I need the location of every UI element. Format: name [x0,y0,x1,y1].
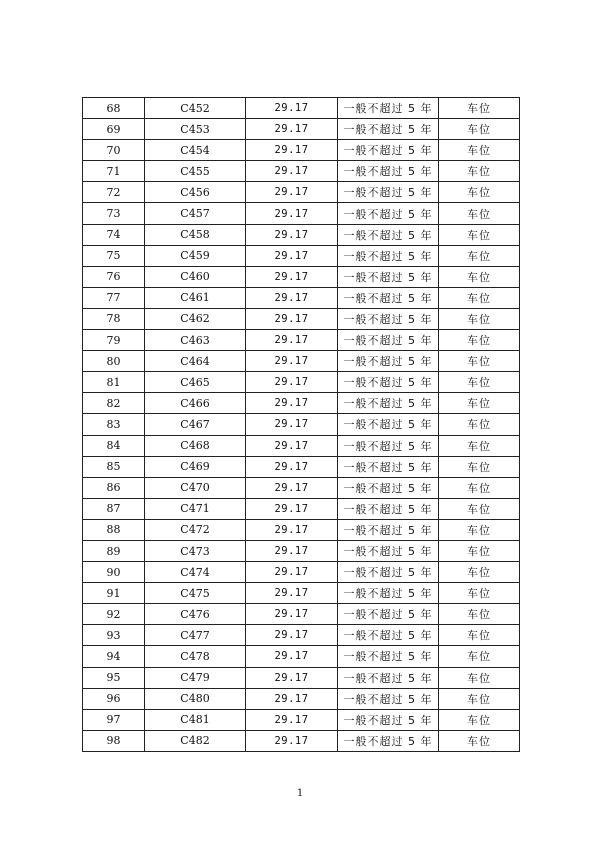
space-code-cell: C465 [145,372,246,393]
table-row [83,245,520,266]
row-number-cell: 82 [83,393,145,414]
row-number-cell: 93 [83,625,145,646]
space-code-cell: C473 [145,540,246,561]
lease-term-cell: 一般不超过 5 年 [338,245,439,266]
lease-term-cell: 一般不超过 5 年 [338,140,439,161]
area-cell: 29.17 [246,414,338,435]
lease-term-cell: 一般不超过 5 年 [338,203,439,224]
table-row [83,372,520,393]
lease-term-cell: 一般不超过 5 年 [338,540,439,561]
lease-term-cell: 一般不超过 5 年 [338,646,439,667]
row-number-cell: 78 [83,308,145,329]
space-code-cell: C457 [145,203,246,224]
space-code-cell: C469 [145,456,246,477]
row-number-cell: 73 [83,203,145,224]
lease-term-cell: 一般不超过 5 年 [338,287,439,308]
space-type-cell: 车位 [439,730,520,751]
lease-term-cell: 一般不超过 5 年 [338,667,439,688]
area-cell: 29.17 [246,308,338,329]
table-row [83,351,520,372]
space-code-cell: C454 [145,140,246,161]
space-type-cell: 车位 [439,583,520,604]
table-row [83,709,520,730]
space-type-cell: 车位 [439,709,520,730]
space-code-cell: C482 [145,730,246,751]
area-cell: 29.17 [246,540,338,561]
space-code-cell: C453 [145,119,246,140]
table-row [83,477,520,498]
area-cell: 29.17 [246,140,338,161]
table-row [83,203,520,224]
area-cell: 29.17 [246,182,338,203]
table-row [83,393,520,414]
lease-term-cell: 一般不超过 5 年 [338,161,439,182]
space-code-cell: C476 [145,604,246,625]
area-cell: 29.17 [246,730,338,751]
area-cell: 29.17 [246,266,338,287]
table-row [83,730,520,751]
space-code-cell: C458 [145,224,246,245]
space-type-cell: 车位 [439,562,520,583]
area-cell: 29.17 [246,203,338,224]
area-cell: 29.17 [246,161,338,182]
row-number-cell: 84 [83,435,145,456]
space-code-cell: C467 [145,414,246,435]
row-number-cell: 83 [83,414,145,435]
lease-term-cell: 一般不超过 5 年 [338,372,439,393]
space-code-cell: C455 [145,161,246,182]
lease-term-cell: 一般不超过 5 年 [338,583,439,604]
lease-term-cell: 一般不超过 5 年 [338,730,439,751]
lease-term-cell: 一般不超过 5 年 [338,182,439,203]
page-number: 1 [296,788,304,799]
row-number-cell: 95 [83,667,145,688]
table-row [83,667,520,688]
lease-term-cell: 一般不超过 5 年 [338,709,439,730]
table-row [83,435,520,456]
table-row [83,182,520,203]
space-type-cell: 车位 [439,414,520,435]
table-row [83,119,520,140]
row-number-cell: 75 [83,245,145,266]
lease-term-cell: 一般不超过 5 年 [338,456,439,477]
row-number-cell: 86 [83,477,145,498]
space-code-cell: C475 [145,583,246,604]
space-code-cell: C478 [145,646,246,667]
space-type-cell: 车位 [439,456,520,477]
table-row [83,646,520,667]
table-row [83,287,520,308]
row-number-cell: 72 [83,182,145,203]
lease-term-cell: 一般不超过 5 年 [338,351,439,372]
space-type-cell: 车位 [439,182,520,203]
space-code-cell: C452 [145,98,246,119]
table-row [83,625,520,646]
space-code-cell: C480 [145,688,246,709]
area-cell: 29.17 [246,330,338,351]
space-type-cell: 车位 [439,266,520,287]
row-number-cell: 69 [83,119,145,140]
space-type-cell: 车位 [439,435,520,456]
lease-term-cell: 一般不超过 5 年 [338,562,439,583]
space-type-cell: 车位 [439,540,520,561]
row-number-cell: 98 [83,730,145,751]
row-number-cell: 85 [83,456,145,477]
space-code-cell: C456 [145,182,246,203]
space-type-cell: 车位 [439,287,520,308]
table-row [83,330,520,351]
table-row [83,562,520,583]
space-code-cell: C481 [145,709,246,730]
lease-term-cell: 一般不超过 5 年 [338,604,439,625]
table-row [83,519,520,540]
space-code-cell: C462 [145,308,246,329]
area-cell: 29.17 [246,625,338,646]
area-cell: 29.17 [246,519,338,540]
table-row [83,456,520,477]
row-number-cell: 80 [83,351,145,372]
space-code-cell: C474 [145,562,246,583]
space-code-cell: C471 [145,498,246,519]
area-cell: 29.17 [246,604,338,625]
space-type-cell: 车位 [439,224,520,245]
row-number-cell: 81 [83,372,145,393]
table-row [83,224,520,245]
space-type-cell: 车位 [439,393,520,414]
area-cell: 29.17 [246,709,338,730]
area-cell: 29.17 [246,646,338,667]
area-cell: 29.17 [246,477,338,498]
area-cell: 29.17 [246,562,338,583]
lease-term-cell: 一般不超过 5 年 [338,498,439,519]
space-code-cell: C464 [145,351,246,372]
space-type-cell: 车位 [439,646,520,667]
space-code-cell: C460 [145,266,246,287]
row-number-cell: 91 [83,583,145,604]
lease-term-cell: 一般不超过 5 年 [338,414,439,435]
lease-term-cell: 一般不超过 5 年 [338,477,439,498]
table-row [83,583,520,604]
space-code-cell: C472 [145,519,246,540]
row-number-cell: 77 [83,287,145,308]
space-code-cell: C468 [145,435,246,456]
area-cell: 29.17 [246,688,338,709]
lease-term-cell: 一般不超过 5 年 [338,98,439,119]
lease-term-cell: 一般不超过 5 年 [338,308,439,329]
row-number-cell: 70 [83,140,145,161]
row-number-cell: 68 [83,98,145,119]
space-type-cell: 车位 [439,98,520,119]
parking-space-table [82,97,520,752]
space-type-cell: 车位 [439,245,520,266]
table-row [83,98,520,119]
space-code-cell: C466 [145,393,246,414]
row-number-cell: 87 [83,498,145,519]
lease-term-cell: 一般不超过 5 年 [338,119,439,140]
table-row [83,498,520,519]
table-row [83,266,520,287]
area-cell: 29.17 [246,224,338,245]
row-number-cell: 89 [83,540,145,561]
space-type-cell: 车位 [439,477,520,498]
area-cell: 29.17 [246,245,338,266]
lease-term-cell: 一般不超过 5 年 [338,688,439,709]
lease-term-cell: 一般不超过 5 年 [338,435,439,456]
space-type-cell: 车位 [439,519,520,540]
table-row [83,140,520,161]
table-body [83,98,520,752]
row-number-cell: 71 [83,161,145,182]
table-row [83,161,520,182]
space-code-cell: C479 [145,667,246,688]
lease-term-cell: 一般不超过 5 年 [338,393,439,414]
row-number-cell: 94 [83,646,145,667]
space-type-cell: 车位 [439,625,520,646]
space-code-cell: C459 [145,245,246,266]
table-row [83,414,520,435]
space-type-cell: 车位 [439,140,520,161]
area-cell: 29.17 [246,372,338,393]
area-cell: 29.17 [246,98,338,119]
table-row [83,604,520,625]
lease-term-cell: 一般不超过 5 年 [338,266,439,287]
space-type-cell: 车位 [439,667,520,688]
space-type-cell: 车位 [439,604,520,625]
lease-term-cell: 一般不超过 5 年 [338,330,439,351]
area-cell: 29.17 [246,351,338,372]
area-cell: 29.17 [246,393,338,414]
row-number-cell: 92 [83,604,145,625]
space-type-cell: 车位 [439,351,520,372]
row-number-cell: 88 [83,519,145,540]
row-number-cell: 76 [83,266,145,287]
space-type-cell: 车位 [439,330,520,351]
space-type-cell: 车位 [439,161,520,182]
space-type-cell: 车位 [439,203,520,224]
table-row [83,688,520,709]
space-type-cell: 车位 [439,688,520,709]
lease-term-cell: 一般不超过 5 年 [338,224,439,245]
space-type-cell: 车位 [439,308,520,329]
area-cell: 29.17 [246,456,338,477]
table-row [83,540,520,561]
area-cell: 29.17 [246,435,338,456]
space-code-cell: C470 [145,477,246,498]
space-type-cell: 车位 [439,372,520,393]
row-number-cell: 79 [83,330,145,351]
lease-term-cell: 一般不超过 5 年 [338,519,439,540]
area-cell: 29.17 [246,498,338,519]
row-number-cell: 97 [83,709,145,730]
area-cell: 29.17 [246,287,338,308]
space-code-cell: C463 [145,330,246,351]
space-code-cell: C477 [145,625,246,646]
row-number-cell: 90 [83,562,145,583]
area-cell: 29.17 [246,583,338,604]
area-cell: 29.17 [246,119,338,140]
area-cell: 29.17 [246,667,338,688]
space-type-cell: 车位 [439,498,520,519]
table-row [83,308,520,329]
space-type-cell: 车位 [439,119,520,140]
space-code-cell: C461 [145,287,246,308]
row-number-cell: 74 [83,224,145,245]
lease-term-cell: 一般不超过 5 年 [338,625,439,646]
row-number-cell: 96 [83,688,145,709]
